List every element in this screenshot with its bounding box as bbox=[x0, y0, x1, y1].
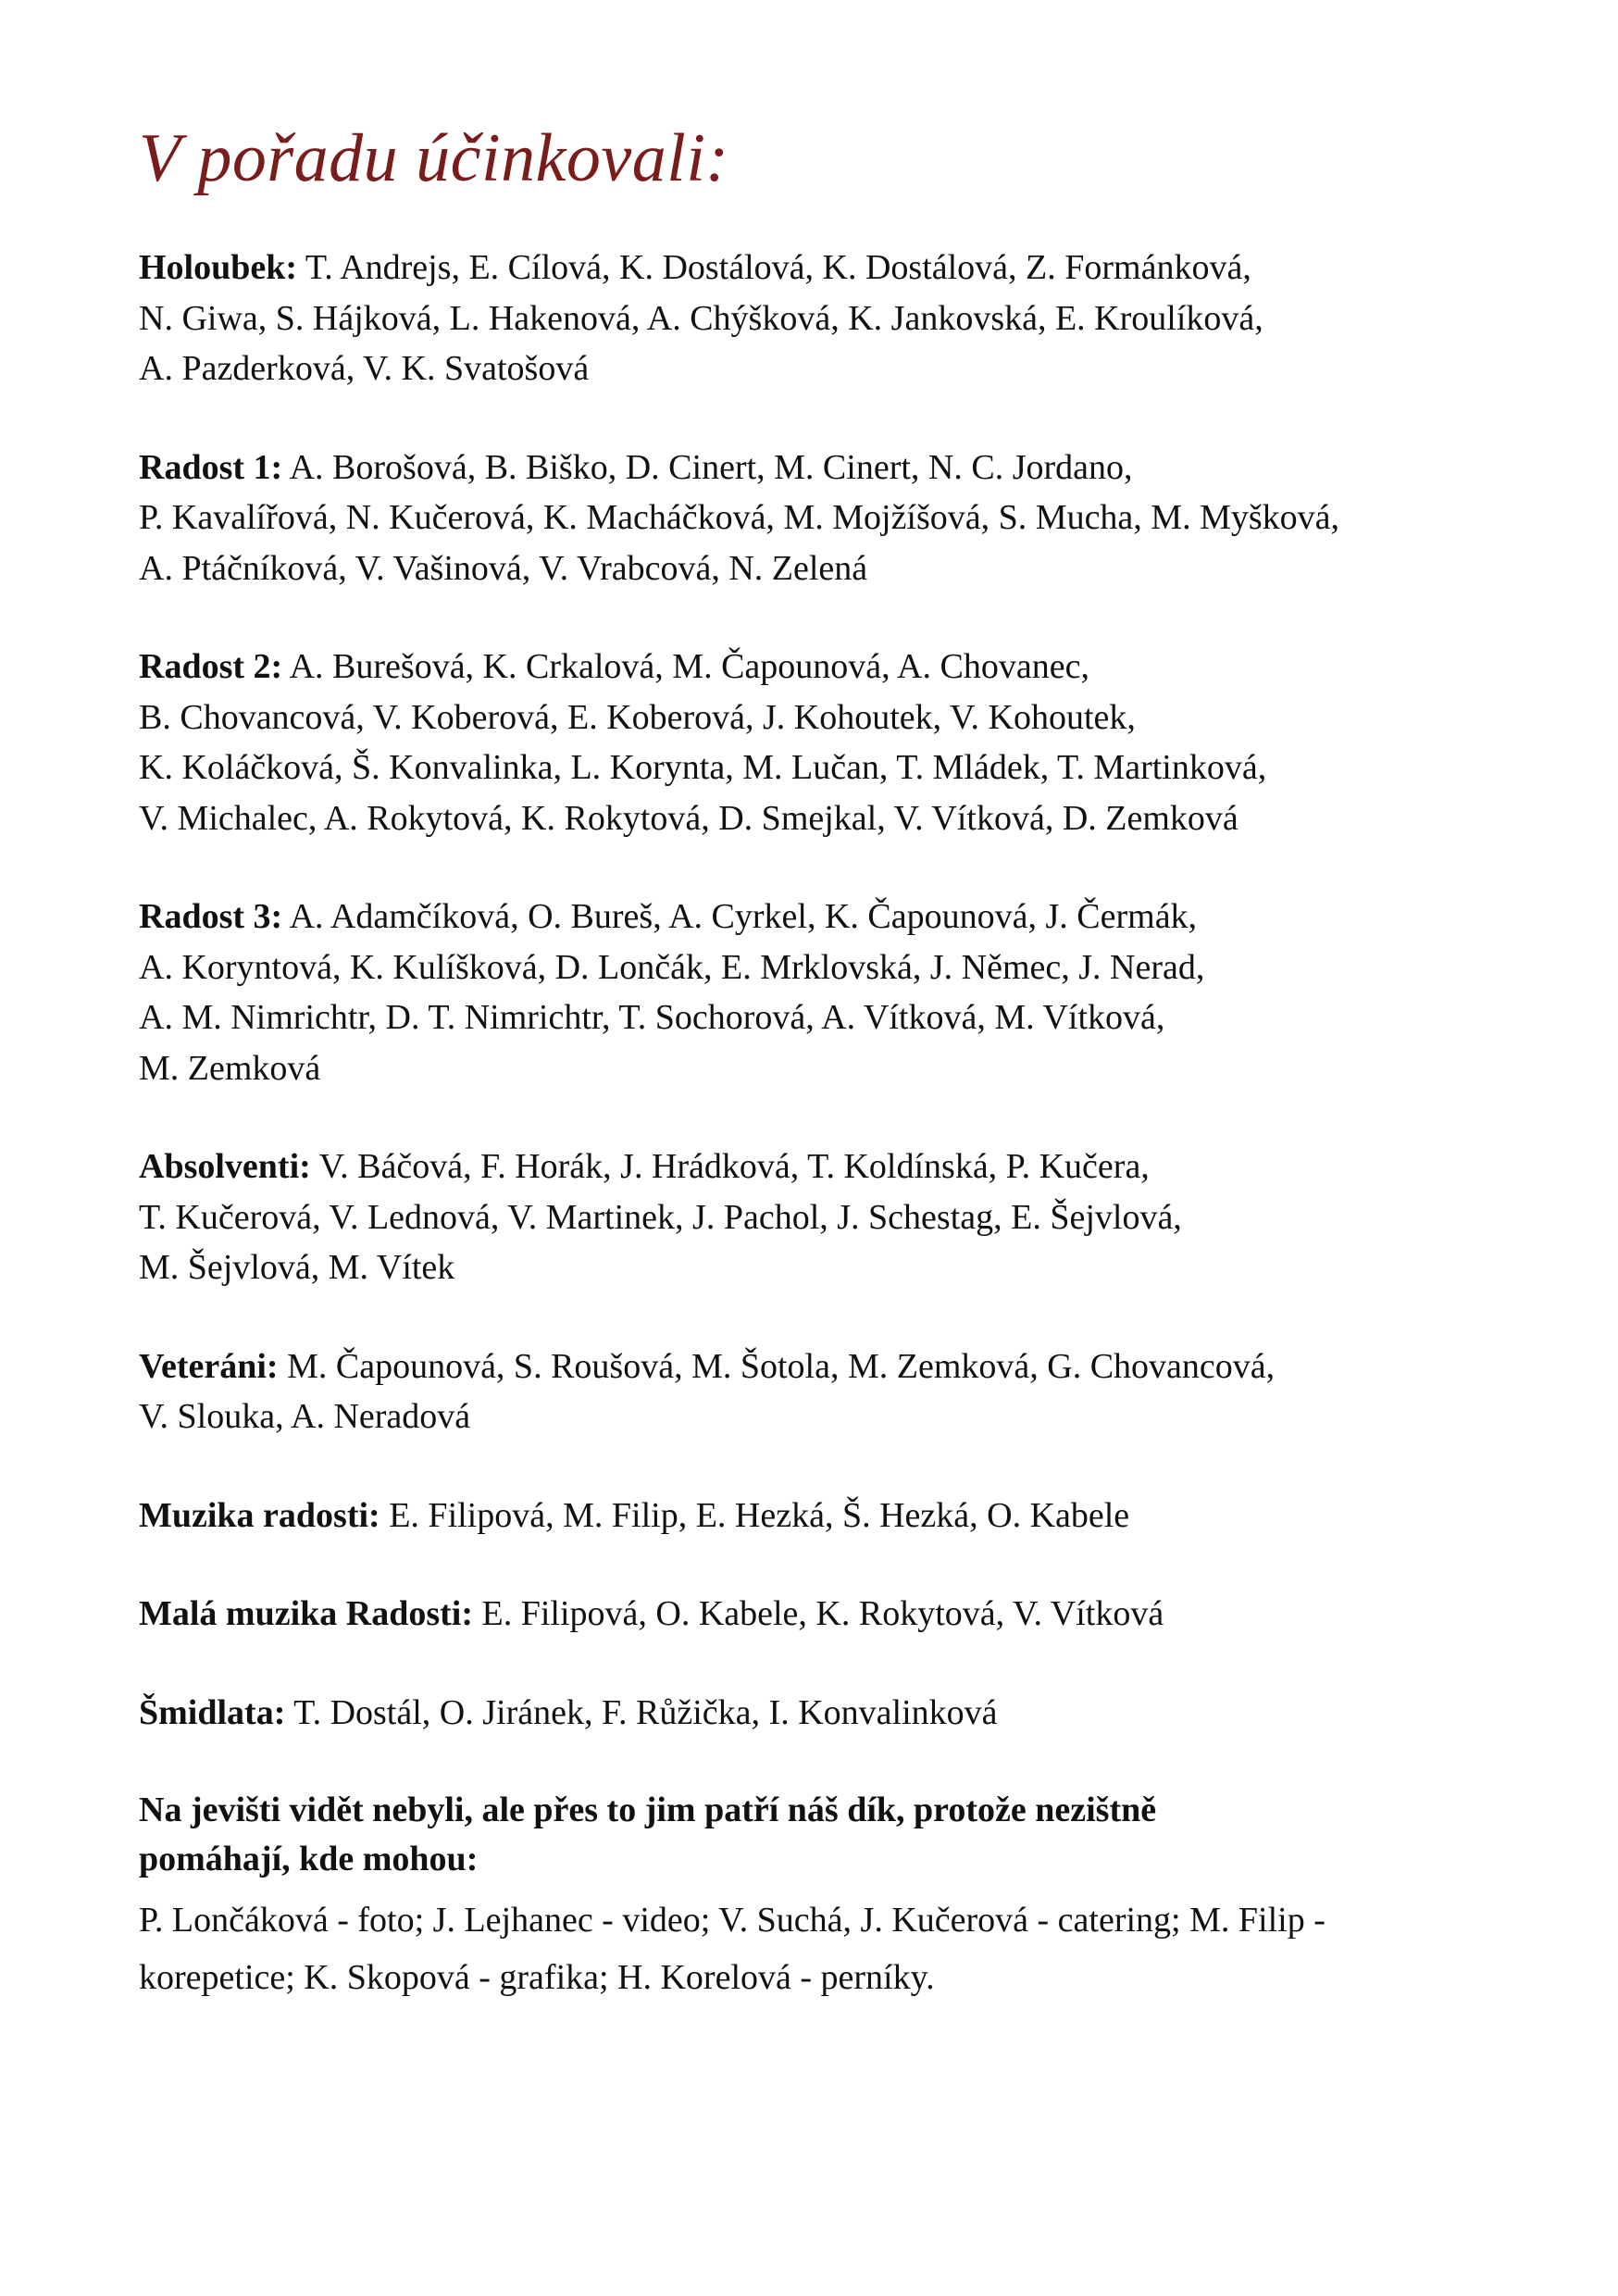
section-names: M. Šejvlová, M. Vítek bbox=[139, 1248, 455, 1287]
section-radost-2 bbox=[139, 642, 1490, 843]
section-veterani bbox=[139, 1341, 1490, 1442]
section-names: V. Slouka, A. Neradová bbox=[139, 1397, 471, 1436]
section-first-line bbox=[139, 1688, 1490, 1739]
section-first-line bbox=[139, 1589, 1490, 1640]
section-smidlata bbox=[139, 1688, 1490, 1739]
section-first-line bbox=[139, 1142, 1490, 1192]
section-first-line bbox=[139, 1491, 1490, 1541]
section-absolventi bbox=[139, 1142, 1490, 1293]
section-names: T. Kučerová, V. Lednová, V. Martinek, J. Pachol, J. Schestag, E. Šejvlová, bbox=[139, 1197, 1182, 1237]
section-names: B. Chovancová, V. Koberová, E. Koberová, J. Kohoutek, V. Kohoutek, bbox=[139, 697, 1136, 737]
section-label: Muzika radosti: bbox=[139, 1495, 380, 1535]
section-names: M. Čapounová, S. Roušová, M. Šotola, M. Zemková, G. Chovancová, bbox=[278, 1346, 1276, 1386]
section-names: P. Kavalířová, N. Kučerová, K. Macháčková, M. Mojžíšová, S. Mucha, M. Myšková, bbox=[139, 498, 1340, 537]
section-holoubek bbox=[139, 243, 1490, 394]
section-radost-1 bbox=[139, 443, 1490, 594]
section-names: E. Filipová, M. Filip, E. Hezká, Š. Hezká, O. Kabele bbox=[380, 1495, 1130, 1535]
section-first-line bbox=[139, 443, 1490, 493]
section-first-line bbox=[139, 892, 1490, 942]
section-muzika-radosti bbox=[139, 1491, 1490, 1541]
section-label: Radost 3: bbox=[139, 897, 283, 936]
section-names: A. Adamčíková, O. Bureš, A. Cyrkel, K. Čapounová, J. Čermák, bbox=[282, 897, 1198, 936]
thanks-section bbox=[139, 1786, 1490, 2006]
section-names: A. Borošová, B. Biško, D. Cinert, M. Cinert, N. C. Jordano, bbox=[282, 447, 1133, 487]
section-names: A. Pazderková, V. K. Svatošová bbox=[139, 349, 590, 388]
section-names: V. Michalec, A. Rokytová, K. Rokytová, D. Smejkal, V. Vítková, D. Zemková bbox=[139, 798, 1238, 838]
credits-list bbox=[139, 243, 1490, 2006]
section-first-line bbox=[139, 642, 1490, 693]
thanks-heading bbox=[139, 1786, 1490, 1884]
section-names: A. Ptáčníková, V. Vašinová, V. Vrabcová, N. Zelená bbox=[139, 548, 868, 588]
section-label: Šmidlata: bbox=[139, 1692, 286, 1732]
section-mala-muzika-radosti bbox=[139, 1589, 1490, 1640]
section-first-line bbox=[139, 1341, 1490, 1392]
section-names: N. Giwa, S. Hájková, L. Hakenová, A. Chýšková, K. Jankovská, E. Kroulíková, bbox=[139, 298, 1263, 338]
thanks-heading-line: pomáhají, kde mohou: bbox=[139, 1840, 479, 1878]
section-names: A. Koryntová, K. Kulíšková, D. Lončák, E. Mrklovská, J. Němec, J. Nerad, bbox=[139, 947, 1205, 987]
section-names: T. Dostál, O. Jiránek, F. Růžička, I. Konvalinková bbox=[285, 1692, 998, 1732]
page-title: V pořadu účinkovali: bbox=[139, 120, 729, 196]
section-first-line bbox=[139, 243, 1490, 293]
thanks-body-line: korepetice; K. Skopová - grafika; H. Korelová - perníky. bbox=[139, 1958, 935, 1997]
section-names: T. Andrejs, E. Cílová, K. Dostálová, K. Dostálová, Z. Formánková, bbox=[297, 248, 1251, 287]
section-names: V. Báčová, F. Horák, J. Hrádková, T. Koldínská, P. Kučera, bbox=[310, 1147, 1150, 1186]
section-label: Holoubek: bbox=[139, 248, 298, 287]
section-label: Veteráni: bbox=[139, 1346, 279, 1386]
section-names: A. Burešová, K. Crkalová, M. Čapounová, A. Chovanec, bbox=[282, 647, 1089, 686]
section-names: E. Filipová, O. Kabele, K. Rokytová, V. Vítková bbox=[473, 1594, 1164, 1633]
section-label: Radost 1: bbox=[139, 447, 283, 487]
section-radost-3 bbox=[139, 892, 1490, 1093]
section-label: Absolventi: bbox=[139, 1147, 311, 1186]
section-label: Malá muzika Radosti: bbox=[139, 1594, 473, 1633]
section-names: K. Koláčková, Š. Konvalinka, L. Korynta, M. Lučan, T. Mládek, T. Martinková, bbox=[139, 748, 1267, 787]
section-names: M. Zemková bbox=[139, 1048, 321, 1088]
thanks-body-line: P. Lončáková - foto; J. Lejhanec - video; V. Suchá, J. Kučerová - catering; M. Filip - bbox=[139, 1901, 1326, 1940]
section-names: A. M. Nimrichtr, D. T. Nimrichtr, T. Sochorová, A. Vítková, M. Vítková, bbox=[139, 998, 1165, 1037]
thanks-body bbox=[139, 1891, 1490, 2006]
thanks-heading-line: Na jevišti vidět nebyli, ale přes to jim patří náš dík, protože nezištně bbox=[139, 1791, 1157, 1829]
section-label: Radost 2: bbox=[139, 647, 283, 686]
